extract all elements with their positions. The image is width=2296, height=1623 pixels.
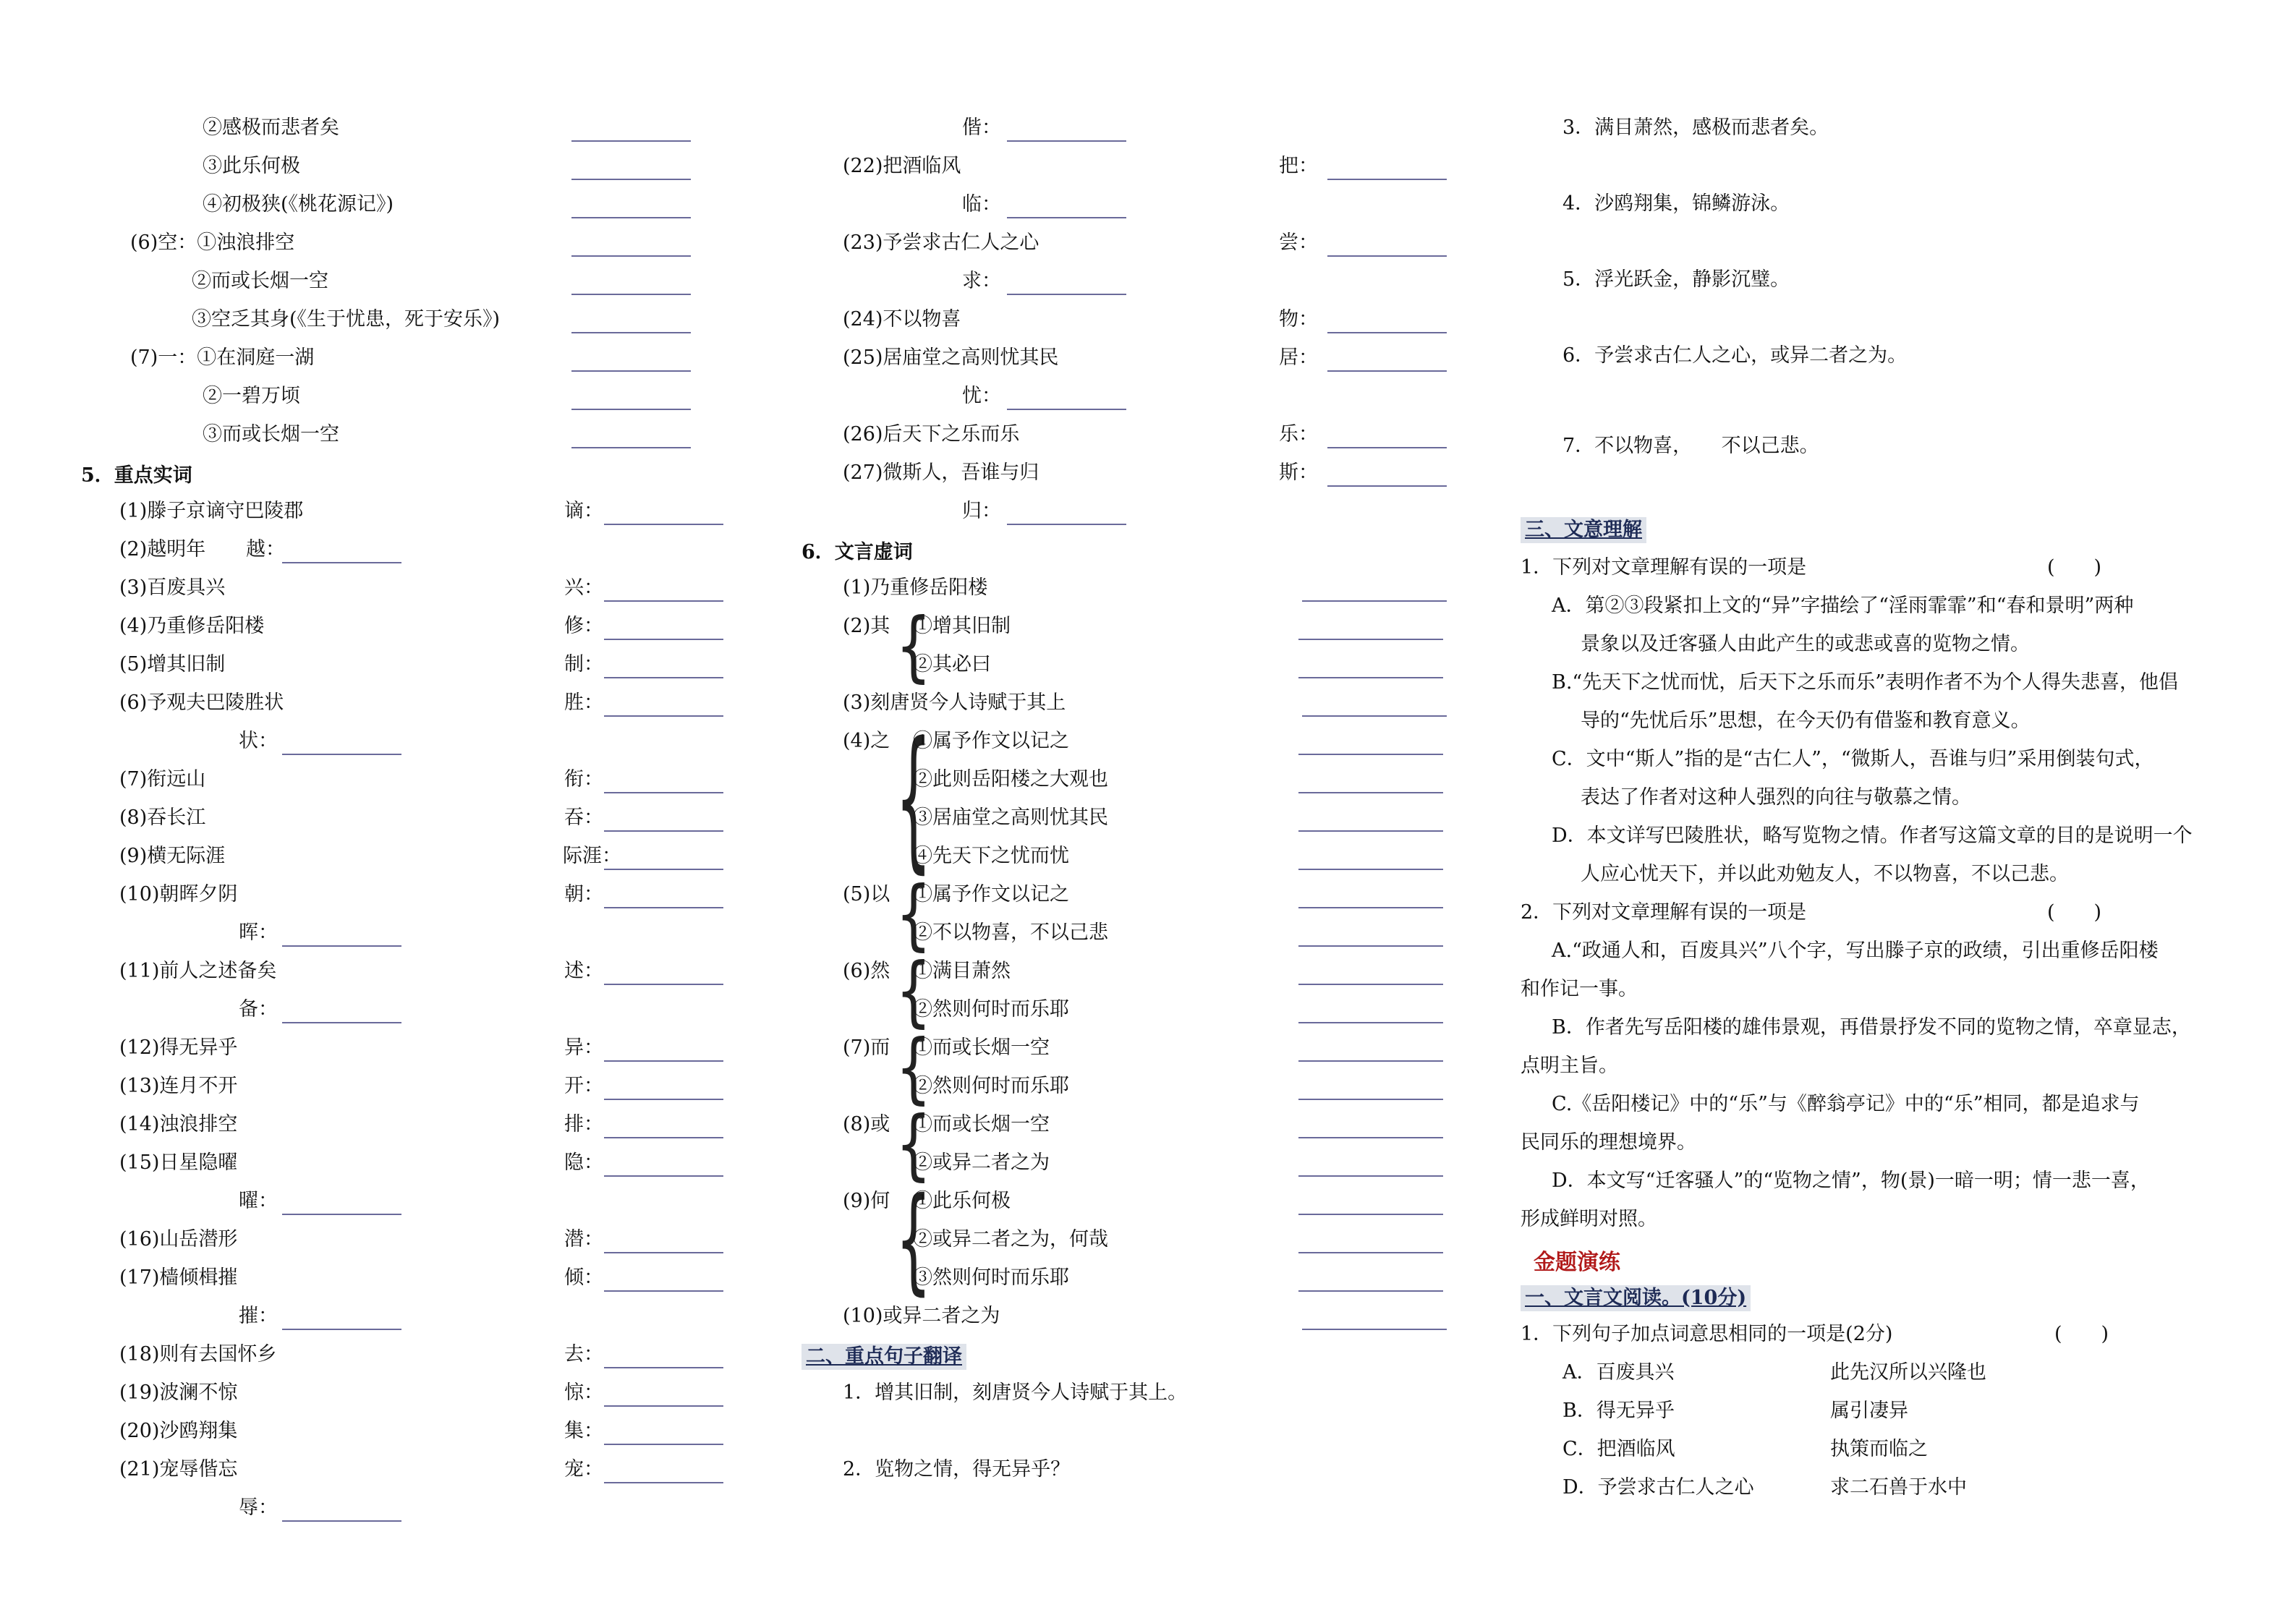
answer-blank[interactable] xyxy=(282,944,401,947)
answer-blank[interactable] xyxy=(1298,1174,1443,1177)
xuci-line: ③然则何时而乐耶 xyxy=(913,1266,1069,1289)
answer-blank[interactable] xyxy=(1007,522,1126,525)
answer-blank[interactable] xyxy=(604,982,723,985)
vocab-label: 尝： xyxy=(1279,231,1318,254)
option-line: 景象以及迁客骚人由此产生的或悲或喜的览物之情。 xyxy=(1581,633,2030,655)
vocab-label: 去： xyxy=(564,1343,603,1366)
answer-blank[interactable] xyxy=(604,1174,723,1177)
vocab-item: (16)山岳潜形 xyxy=(119,1228,238,1251)
option-line: 表达了作者对这种人强烈的向往与敬慕之情。 xyxy=(1581,786,1971,809)
answer-blank[interactable] xyxy=(1298,637,1443,640)
vocab-label: 求： xyxy=(962,270,1001,292)
translation-sentence: 1．增其旧制，刻唐贤今人诗赋于其上。 xyxy=(843,1381,1188,1404)
answer-blank[interactable] xyxy=(604,867,723,870)
xuci-line: ②不以物喜，不以己悲 xyxy=(913,921,1108,944)
question-stem: 1．下列句子加点词意思相同的一项是(2分) xyxy=(1521,1323,1893,1345)
answer-blank[interactable] xyxy=(1007,216,1126,218)
xuci-line: ①而或长烟一空 xyxy=(913,1036,1050,1059)
answer-blank[interactable] xyxy=(604,1136,723,1138)
option-line: 人应心忧天下，并以此劝勉友人，不以物喜，不以己悲。 xyxy=(1581,863,2069,885)
answer-blank[interactable] xyxy=(1007,407,1126,410)
answer-blank[interactable] xyxy=(1298,1021,1443,1023)
vocab-item: (3)百废具兴 xyxy=(119,576,226,599)
col1-line: ④初极狭(《桃花源记》) xyxy=(203,193,394,216)
answer-blank[interactable] xyxy=(1298,791,1443,793)
answer-blank[interactable] xyxy=(604,1404,723,1407)
vocab-label: 胜： xyxy=(564,691,603,714)
option-line: D．予尝求古仁人之心 xyxy=(1562,1476,1754,1499)
vocab-item: (13)连月不开 xyxy=(119,1075,238,1097)
xuci-line: ①增其旧制 xyxy=(913,615,1011,637)
option-line: 求二石兽于水中 xyxy=(1830,1476,1967,1499)
xuci-key: (5)以 xyxy=(843,883,890,906)
option-line: 形成鲜明对照。 xyxy=(1521,1208,1657,1230)
answer-blank[interactable] xyxy=(282,1327,401,1330)
answer-blank[interactable] xyxy=(1302,599,1447,602)
section-heading-text: 二、重点句子翻译 xyxy=(806,1345,962,1368)
brace-icon: { xyxy=(896,870,932,960)
section-title: 5．重点实词 xyxy=(81,464,192,487)
answer-blank[interactable] xyxy=(1327,331,1447,333)
answer-blank[interactable] xyxy=(1298,1097,1443,1100)
answer-blank[interactable] xyxy=(1298,867,1443,870)
answer-blank[interactable] xyxy=(571,369,691,372)
xuci-item: (3)刻唐贤今人诗赋于其上 xyxy=(843,691,1066,714)
section-heading xyxy=(1521,517,1646,543)
vocab-label: 斯： xyxy=(1279,461,1318,484)
vocab-item: (10)朝晖夕阴 xyxy=(119,883,238,906)
answer-paren: ( ) xyxy=(2054,1323,2109,1345)
option-line: D．本文详写巴陵胜状，略写览物之情。作者写这篇文章的目的是说明一个 xyxy=(1552,825,2193,847)
vocab-item: (18)则有去国怀乡 xyxy=(119,1343,277,1366)
answer-blank[interactable] xyxy=(604,1289,723,1292)
xuci-line: ④先天下之忧而忧 xyxy=(913,845,1069,867)
vocab-item: (14)浊浪排空 xyxy=(119,1113,238,1136)
answer-blank[interactable] xyxy=(571,407,691,410)
option-line: 民同乐的理想境界。 xyxy=(1521,1131,1696,1154)
brace-icon: { xyxy=(896,1100,932,1190)
vocab-label: 集： xyxy=(564,1420,603,1442)
answer-blank[interactable] xyxy=(1298,752,1443,755)
answer-blank[interactable] xyxy=(604,829,723,832)
answer-blank[interactable] xyxy=(604,599,723,602)
vocab-label: 备： xyxy=(239,998,278,1021)
option-line: A．第②③段紧扣上文的“异”字描绘了“淫雨霏霏”和“春和景明”两种 xyxy=(1552,595,2134,617)
option-line: C.《岳阳楼记》中的“乐”与《醉翁亭记》中的“乐”相同，都是追求与 xyxy=(1552,1093,2140,1115)
vocab-label: 越： xyxy=(246,538,285,561)
answer-blank[interactable] xyxy=(571,254,691,257)
answer-blank[interactable] xyxy=(571,331,691,333)
section-title: 6．文言虚词 xyxy=(802,541,913,563)
vocab-label: 际涯： xyxy=(563,845,621,867)
option-line: A．百废具兴 xyxy=(1562,1361,1675,1384)
option-line: D．本文写“迁客骚人”的“览物之情”，物(景)一暗一明；情一悲一喜， xyxy=(1552,1170,2150,1192)
vocab-label: 潜： xyxy=(564,1228,603,1251)
brace-icon: { xyxy=(896,602,932,691)
answer-blank[interactable] xyxy=(604,676,723,678)
vocab-item: (21)宠辱偕忘 xyxy=(119,1458,238,1481)
option-line: A.“政通人和，百废具兴”八个字，写出滕子京的政绩，引出重修岳阳楼 xyxy=(1552,940,2159,962)
xuci-line: ①属予作文以记之 xyxy=(913,883,1069,906)
xuci-line: ②此则岳阳楼之大观也 xyxy=(913,768,1108,791)
vocab-label: 吞： xyxy=(564,806,603,829)
vocab-label: 偕： xyxy=(962,116,1001,139)
vocab-label: 制： xyxy=(564,653,603,676)
translation-sentence: 5．浮光跃金，静影沉璧。 xyxy=(1562,268,1790,291)
col1-line: (6)空：①浊浪排空 xyxy=(130,231,295,254)
vocab-label: 谪： xyxy=(564,500,603,522)
answer-blank[interactable] xyxy=(571,216,691,218)
vocab-item: (27)微斯人，吾谁与归 xyxy=(843,461,1039,484)
answer-blank[interactable] xyxy=(1007,139,1126,142)
vocab-label: 忧： xyxy=(962,385,1001,407)
option-line: 此先汉所以兴隆也 xyxy=(1830,1361,1986,1384)
vocab-label: 开： xyxy=(564,1075,603,1097)
answer-blank[interactable] xyxy=(604,1366,723,1368)
answer-blank[interactable] xyxy=(604,1442,723,1445)
option-line: C．文中“斯人”指的是“古仁人”，“微斯人，吾谁与归”采用倒装句式， xyxy=(1552,748,2154,770)
answer-blank[interactable] xyxy=(1298,944,1443,947)
answer-paren: ( ) xyxy=(2047,901,2102,924)
answer-blank[interactable] xyxy=(1302,714,1447,717)
answer-blank[interactable] xyxy=(282,1212,401,1215)
vocab-label: 宠： xyxy=(564,1458,603,1481)
vocab-item: (15)日星隐曜 xyxy=(119,1151,238,1174)
vocab-label: 状： xyxy=(239,730,278,752)
vocab-item: (12)得无异乎 xyxy=(119,1036,238,1059)
answer-blank[interactable] xyxy=(1298,1289,1443,1292)
xuci-line: ①此乐何极 xyxy=(913,1190,1011,1212)
col1-line: ③此乐何极 xyxy=(203,155,300,177)
answer-blank[interactable] xyxy=(604,1481,723,1483)
answer-blank[interactable] xyxy=(604,522,723,525)
vocab-item: (11)前人之述备矣 xyxy=(119,960,277,982)
vocab-item: (9)横无际涯 xyxy=(119,845,226,867)
answer-paren: ( ) xyxy=(2047,556,2102,579)
xuci-line: ②然则何时而乐耶 xyxy=(913,998,1069,1021)
xuci-key: (9)何 xyxy=(843,1190,890,1212)
col1-line: ③而或长烟一空 xyxy=(203,423,339,446)
option-line: 执策而临之 xyxy=(1830,1438,1928,1460)
answer-blank[interactable] xyxy=(571,292,691,295)
xuci-line: ②然则何时而乐耶 xyxy=(913,1075,1069,1097)
answer-blank[interactable] xyxy=(1327,369,1447,372)
col1-line: (7)一：①在洞庭一湖 xyxy=(130,346,315,369)
vocab-item: (24)不以物喜 xyxy=(843,308,961,331)
option-line: 属引凄异 xyxy=(1830,1400,1908,1422)
xuci-line: ①而或长烟一空 xyxy=(913,1113,1050,1136)
xuci-key: (7)而 xyxy=(843,1036,890,1059)
vocab-label: 隐： xyxy=(564,1151,603,1174)
vocab-label: 辱： xyxy=(239,1496,278,1519)
vocab-label: 摧： xyxy=(239,1305,278,1327)
vocab-label: 居： xyxy=(1279,346,1318,369)
vocab-label: 述： xyxy=(564,960,603,982)
vocab-item: (19)波澜不惊 xyxy=(119,1381,238,1404)
answer-blank[interactable] xyxy=(571,139,691,142)
answer-blank[interactable] xyxy=(1298,829,1443,832)
answer-blank[interactable] xyxy=(604,1059,723,1062)
section-heading xyxy=(1521,1285,1751,1311)
col1-line: ③空乏其身(《生于忧患，死于安乐》) xyxy=(192,308,501,331)
vocab-item: (7)衔远山 xyxy=(119,768,206,791)
answer-blank[interactable] xyxy=(571,446,691,448)
answer-blank[interactable] xyxy=(1327,446,1447,448)
vocab-label: 把： xyxy=(1279,155,1318,177)
xuci-line: ②或异二者之为，何哉 xyxy=(913,1228,1108,1251)
option-line: 点明主旨。 xyxy=(1521,1055,1618,1077)
answer-blank[interactable] xyxy=(604,791,723,793)
vocab-item: (20)沙鸥翔集 xyxy=(119,1420,238,1442)
brace-icon: { xyxy=(896,1174,932,1308)
xuci-key: (6)然 xyxy=(843,960,890,982)
answer-blank[interactable] xyxy=(1298,1212,1443,1215)
answer-blank[interactable] xyxy=(282,752,401,755)
col1-line: ②一碧万顷 xyxy=(203,385,300,407)
answer-blank[interactable] xyxy=(1298,1059,1443,1062)
vocab-label: 排： xyxy=(564,1113,603,1136)
col1-line: ②而或长烟一空 xyxy=(192,270,328,292)
vocab-label: 惊： xyxy=(564,1381,603,1404)
answer-blank[interactable] xyxy=(604,906,723,908)
translation-sentence: 7．不以物喜， 不以己悲。 xyxy=(1562,435,1819,457)
vocab-item: (4)乃重修岳阳楼 xyxy=(119,615,265,637)
option-line: B.“先天下之忧而忧，后天下之乐而乐”表明作者不为个人得失悲喜，他倡 xyxy=(1552,671,2179,694)
translation-sentence: 2．览物之情，得无异乎？ xyxy=(843,1458,1071,1481)
vocab-item: (23)予尝求古仁人之心 xyxy=(843,231,1039,254)
answer-blank[interactable] xyxy=(282,1021,401,1023)
vocab-label: 兴： xyxy=(564,576,603,599)
vocab-label: 乐： xyxy=(1279,423,1318,446)
vocab-label: 修： xyxy=(564,615,603,637)
section-heading-text: 一、文言文阅读。(10分) xyxy=(1525,1287,1747,1309)
vocab-item: (25)居庙堂之高则忧其民 xyxy=(843,346,1059,369)
answer-blank[interactable] xyxy=(571,177,691,180)
answer-blank[interactable] xyxy=(604,1251,723,1253)
vocab-label: 物： xyxy=(1279,308,1318,331)
xuci-item: (10)或异二者之为 xyxy=(843,1305,1000,1327)
xuci-item: (1)乃重修岳阳楼 xyxy=(843,576,988,599)
brace-icon: { xyxy=(896,947,932,1036)
answer-blank[interactable] xyxy=(1298,1251,1443,1253)
xuci-key: (4)之 xyxy=(843,730,890,752)
xuci-line: ①满目萧然 xyxy=(913,960,1011,982)
question-stem: 2．下列对文章理解有误的一项是 xyxy=(1521,901,1807,924)
answer-blank[interactable] xyxy=(1298,1136,1443,1138)
translation-sentence: 3．满目萧然，感极而悲者矣。 xyxy=(1562,116,1829,139)
col1-line: ②感极而悲者矣 xyxy=(203,116,339,139)
answer-blank[interactable] xyxy=(282,1519,401,1522)
vocab-item: (22)把酒临风 xyxy=(843,155,961,177)
option-line: B．得无异乎 xyxy=(1562,1400,1675,1422)
brace-icon: { xyxy=(896,711,932,889)
answer-blank[interactable] xyxy=(1302,1327,1447,1330)
answer-blank[interactable] xyxy=(1298,982,1443,985)
answer-blank[interactable] xyxy=(1327,484,1447,487)
answer-blank[interactable] xyxy=(1007,292,1126,295)
vocab-item: (8)吞长江 xyxy=(119,806,206,829)
xuci-key: (2)其 xyxy=(843,615,890,637)
vocab-item: (5)增其旧制 xyxy=(119,653,226,676)
question-stem: 1．下列对文章理解有误的一项是 xyxy=(1521,556,1807,579)
vocab-label: 异： xyxy=(564,1036,603,1059)
brace-icon: { xyxy=(896,1023,932,1113)
answer-blank[interactable] xyxy=(1327,177,1447,180)
xuci-line: ②或异二者之为 xyxy=(913,1151,1050,1174)
xuci-line: ③居庙堂之高则忧其民 xyxy=(913,806,1108,829)
vocab-label: 归： xyxy=(962,500,1001,522)
answer-blank[interactable] xyxy=(282,561,401,563)
vocab-item: (17)樯倾楫摧 xyxy=(119,1266,238,1289)
section-heading xyxy=(802,1344,966,1370)
translation-sentence: 4．沙鸥翔集，锦鳞游泳。 xyxy=(1562,192,1790,215)
section-heading-text: 三、文意理解 xyxy=(1525,519,1642,541)
answer-blank[interactable] xyxy=(604,637,723,640)
xuci-line: ①属予作文以记之 xyxy=(913,730,1069,752)
translation-sentence: 6．予尝求古仁人之心，或异二者之为。 xyxy=(1562,344,1908,367)
answer-blank[interactable] xyxy=(1298,906,1443,908)
answer-blank[interactable] xyxy=(1327,254,1447,257)
vocab-item: (2)越明年 xyxy=(119,538,206,561)
vocab-item: (1)滕子京谪守巴陵郡 xyxy=(119,500,304,522)
vocab-label: 倾： xyxy=(564,1266,603,1289)
answer-blank[interactable] xyxy=(1298,676,1443,678)
answer-blank[interactable] xyxy=(604,714,723,717)
golden-practice-title: 金题演练 xyxy=(1534,1250,1620,1275)
answer-blank[interactable] xyxy=(604,1097,723,1100)
vocab-label: 临： xyxy=(962,193,1001,216)
option-line: 和作记一事。 xyxy=(1521,978,1638,1000)
option-line: C．把酒临风 xyxy=(1562,1438,1675,1460)
vocab-label: 衔： xyxy=(564,768,603,791)
option-line: B．作者先写岳阳楼的雄伟景观，再借景抒发不同的览物之情，卒章显志， xyxy=(1552,1016,2191,1039)
xuci-line: ②其必曰 xyxy=(913,653,991,676)
vocab-label: 晖： xyxy=(239,921,278,944)
xuci-key: (8)或 xyxy=(843,1113,890,1136)
vocab-label: 曜： xyxy=(239,1190,278,1212)
vocab-label: 朝： xyxy=(564,883,603,906)
option-line: 导的“先忧后乐”思想，在今天仍有借鉴和教育意义。 xyxy=(1581,710,2031,732)
vocab-item: (26)后天下之乐而乐 xyxy=(843,423,1020,446)
vocab-item: (6)予观夫巴陵胜状 xyxy=(119,691,284,714)
